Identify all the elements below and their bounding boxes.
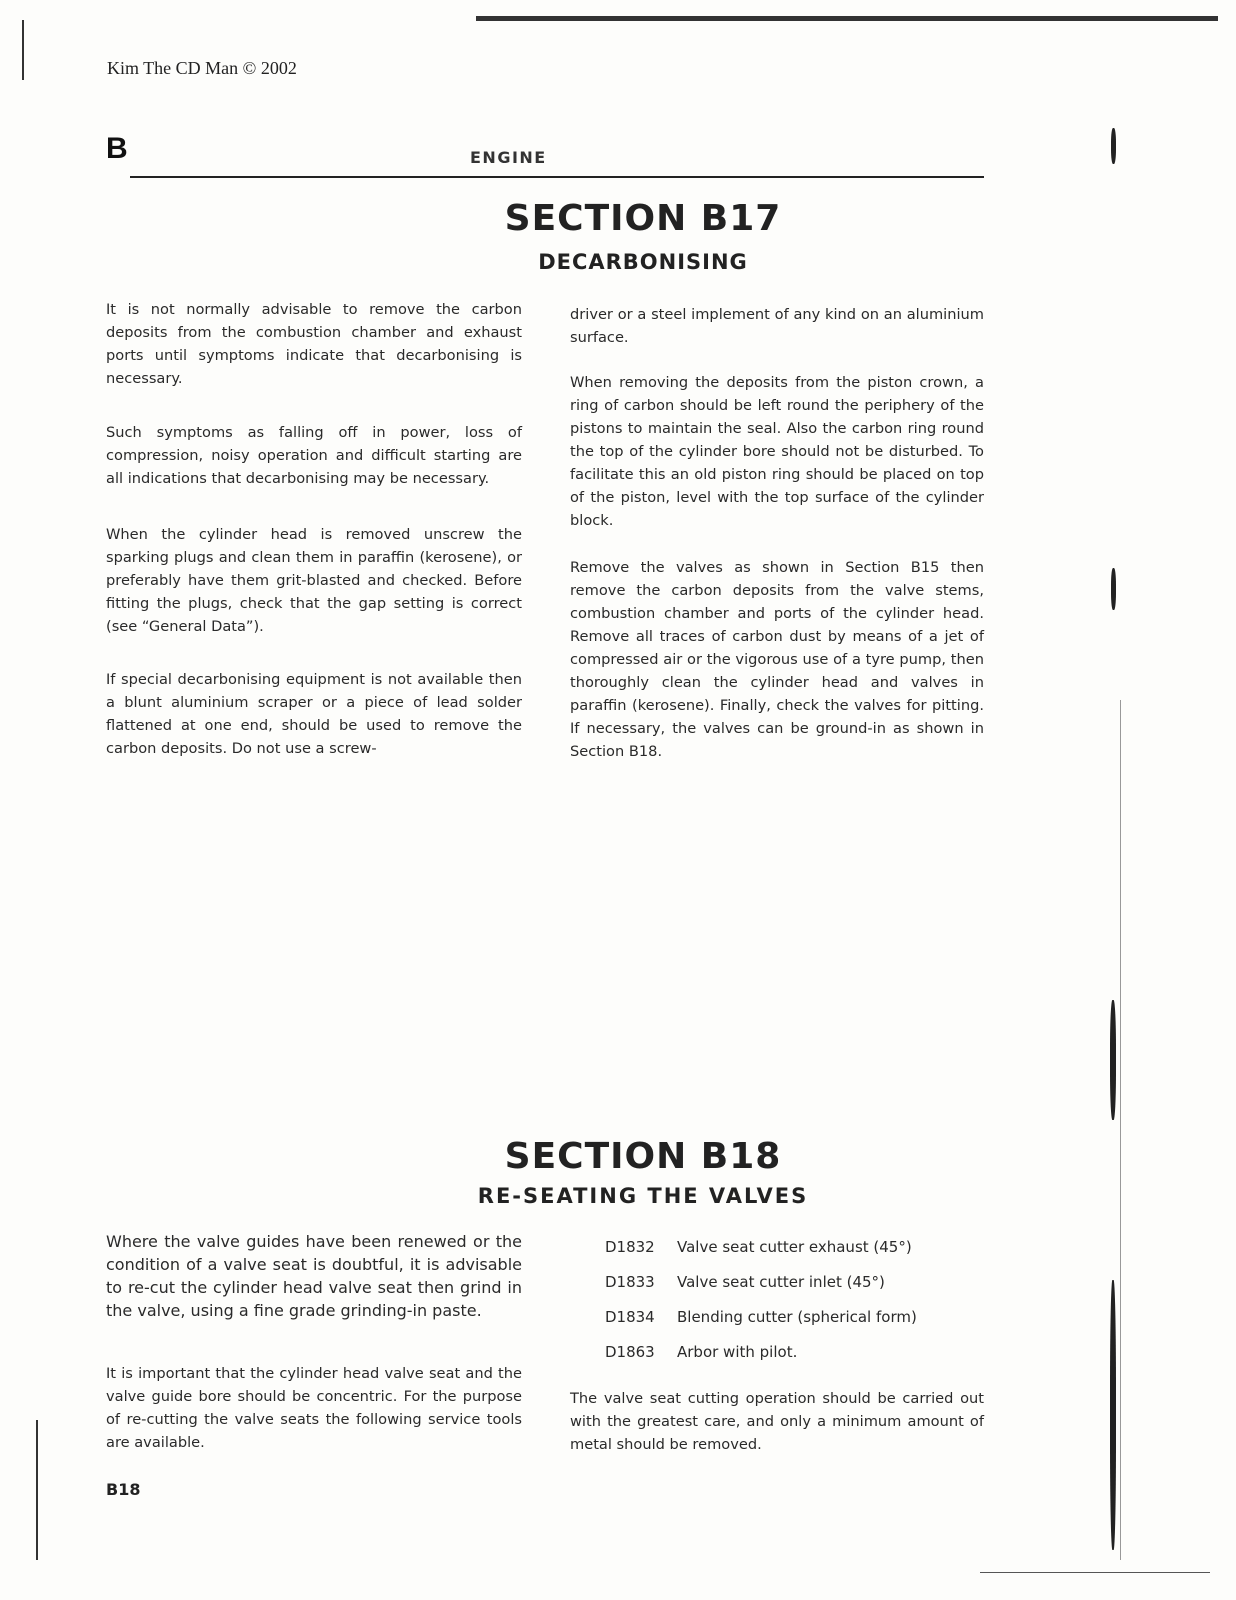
binding-mark [1111, 568, 1116, 610]
section-letter: B [106, 132, 128, 165]
binding-mark [1110, 1000, 1116, 1120]
b17-paragraph: Remove the valves as shown in Section B15 then remove the carbon deposits from the valve stems, combustion chamber and ports of the cylinder head. Remove all traces of carbon dust by means of a jet of compressed air or the vigorous use of a tyre pump, then thoroughly clean the cylinder head and valves in paraffin (kerosene). Finally, check the valves for pitting. If necessary, the valves can be ground-in as shown in Section B18. [570, 559, 984, 760]
b18-paragraph: Where the valve guides have been renewed or the condition of a valve seat is doubtful, it is advisable to re-cut the cylinder head valve seat then grind in the valve, using a fine grade grinding-in paste. [106, 1232, 522, 1320]
tool-row [605, 1343, 917, 1378]
tool-description: Arbor with pilot. [677, 1343, 798, 1361]
header-rule [130, 176, 984, 178]
tool-code: D1833 [605, 1273, 655, 1291]
section-b18-subtitle: RE-SEATING THE VALVES [477, 1184, 809, 1208]
section-b18-title: SECTION B18 [504, 1136, 782, 1177]
b17-paragraph: If special decarbonising equipment is not available then a blunt aluminium scraper or a piece of lead solder flattened at one end, should be used to remove the carbon deposits. Do not use a screw- [106, 671, 522, 757]
scan-edge-left-bottom [36, 1420, 38, 1560]
section-b17-title: SECTION B17 [504, 198, 782, 239]
b18-paragraph: It is important that the cylinder head valve seat and the valve guide bore should be concentric. For the purpose of re-cutting the valve seats the following service tools are available. [106, 1365, 522, 1451]
scan-edge-right [1120, 700, 1121, 1560]
scan-edge-left-top [22, 20, 24, 80]
tool-description: Valve seat cutter inlet (45°) [677, 1273, 885, 1291]
copyright-notice: Kim The CD Man © 2002 [107, 58, 297, 78]
service-tools-list [605, 1238, 917, 1378]
tool-description: Blending cutter (spherical form) [677, 1308, 917, 1326]
b17-paragraph: driver or a steel implement of any kind on an aluminium surface. [570, 306, 984, 346]
tool-row [605, 1308, 917, 1343]
tool-code: D1834 [605, 1308, 655, 1326]
tool-code: D1832 [605, 1238, 655, 1256]
page-number: B18 [106, 1480, 141, 1499]
scan-edge-top [476, 16, 1218, 21]
tool-row [605, 1273, 917, 1308]
scan-edge-bottom [980, 1572, 1210, 1573]
b17-paragraph: Such symptoms as falling off in power, loss of compression, noisy operation and difficult starting are all indications that decarbonising may be necessary. [106, 424, 522, 487]
section-b17-subtitle: DECARBONISING [538, 250, 748, 274]
tool-row [605, 1238, 917, 1273]
b18-paragraph: The valve seat cutting operation should be carried out with the greatest care, and only a minimum amount of metal should be removed. [570, 1390, 984, 1453]
binding-mark [1110, 1280, 1116, 1550]
tool-description: Valve seat cutter exhaust (45°) [677, 1238, 912, 1256]
b17-paragraph: When removing the deposits from the piston crown, a ring of carbon should be left round the periphery of the pistons to maintain the seal. Also the carbon ring round the top of the cylinder bore should not be disturbed. To facilitate this an old piston ring should be placed on top of the piston, level with the top surface of the cylinder block. [570, 374, 984, 529]
b17-paragraph: When the cylinder head is removed unscrew the sparking plugs and clean them in paraffin (kerosene), or preferably have them grit-blasted and checked. Before fitting the plugs, check that the gap setting is correct (see “General Data”). [106, 526, 522, 635]
chapter-title: ENGINE [470, 148, 547, 167]
binding-mark [1111, 128, 1116, 164]
tool-code: D1863 [605, 1343, 655, 1361]
b17-paragraph: It is not normally advisable to remove the carbon deposits from the combustion chamber and exhaust ports until symptoms indicate that decarbonising is necessary. [106, 301, 522, 387]
